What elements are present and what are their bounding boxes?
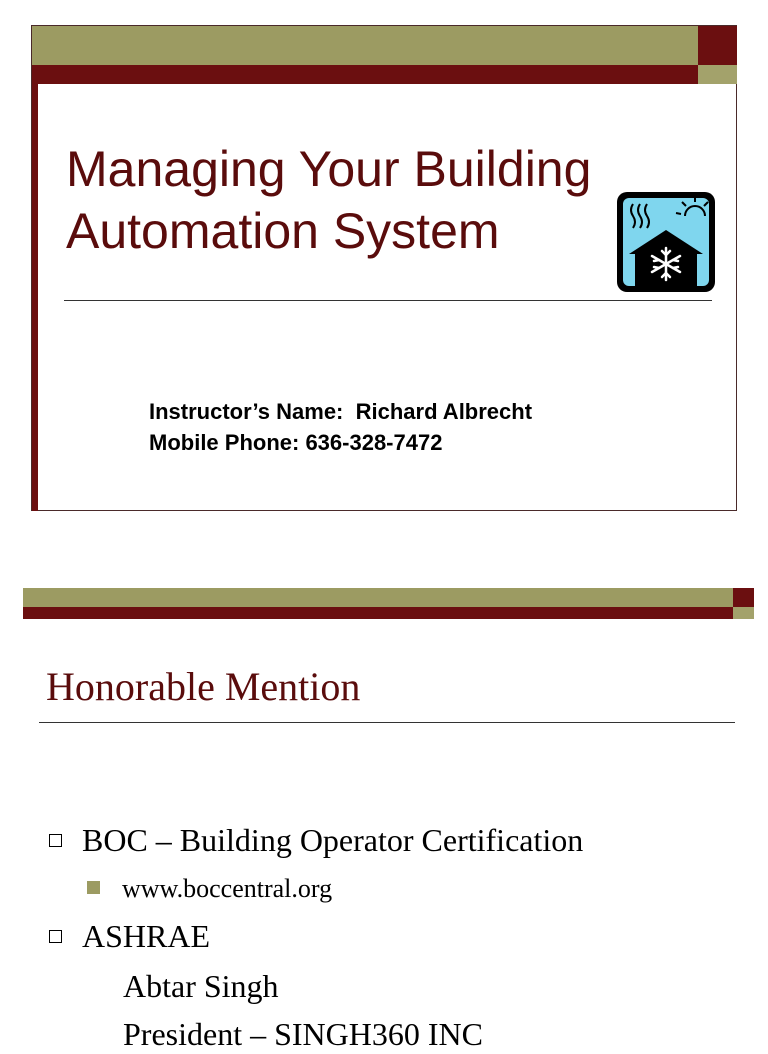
bullet-text: Abtar Singh	[123, 968, 279, 1004]
bullet-text: ASHRAE	[82, 918, 211, 954]
header-maroon-band	[32, 65, 698, 84]
olive-square-bullet-icon	[87, 881, 100, 894]
header-olive-square	[698, 65, 737, 84]
hvac-house-snowflake-sun-icon	[615, 190, 717, 294]
title-divider	[64, 300, 712, 301]
honorable-mention-slide	[23, 588, 754, 1052]
header-olive-square	[733, 607, 754, 619]
header-maroon-square	[733, 588, 754, 607]
header-maroon-band	[23, 607, 733, 619]
header-maroon-square	[698, 26, 737, 65]
title-line-2: Automation System	[66, 203, 500, 259]
title-line-1: Managing Your Building	[66, 141, 592, 197]
list-item	[87, 873, 332, 905]
title-slide	[31, 25, 737, 511]
mobile-phone: Mobile Phone: 636-328-7472	[149, 430, 443, 455]
slide-title	[66, 138, 626, 262]
header-olive-band	[32, 26, 698, 65]
bullet-text: BOC – Building Operator Certification	[82, 822, 584, 858]
bullet-text: President – SINGH360 INC	[123, 1016, 483, 1052]
slide-heading: Honorable Mention	[46, 664, 361, 709]
instructor-info	[149, 396, 532, 458]
instructor-name: Instructor’s Name: Richard Albrecht	[149, 399, 533, 424]
list-item	[123, 1014, 483, 1054]
left-accent-stripe	[32, 84, 38, 511]
list-item	[49, 916, 210, 956]
list-item	[123, 966, 279, 1006]
bullet-link-text: www.boccentral.org	[122, 874, 333, 903]
heading-divider	[39, 722, 735, 723]
hollow-square-bullet-icon	[49, 834, 62, 847]
header-olive-band	[23, 588, 733, 607]
hollow-square-bullet-icon	[49, 930, 62, 943]
list-item	[49, 820, 583, 860]
